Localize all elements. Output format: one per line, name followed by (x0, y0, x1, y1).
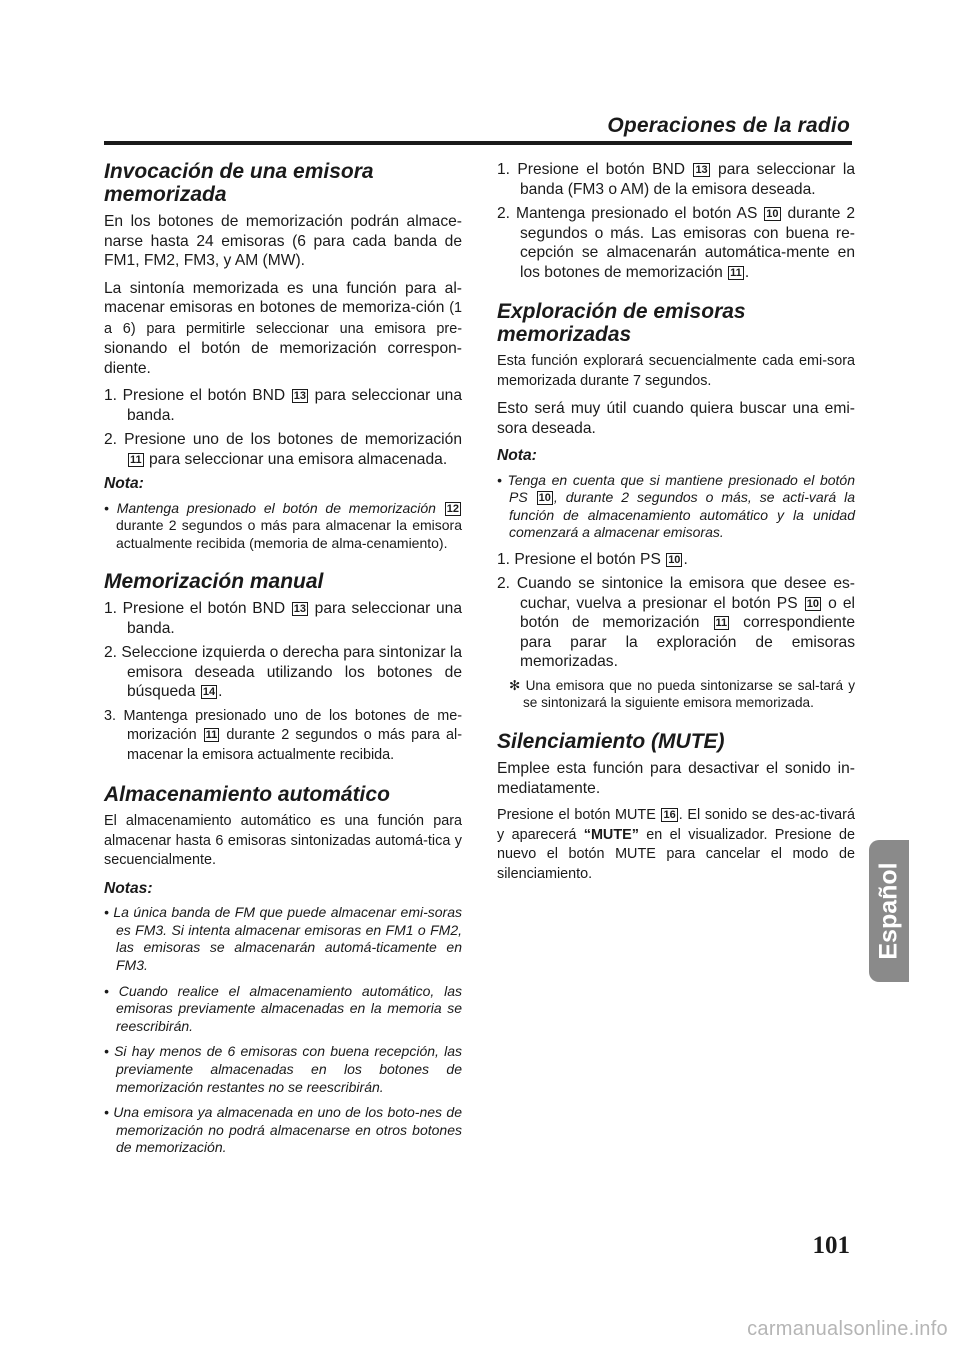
step-item (104, 643, 462, 702)
note-label: Nota: (497, 447, 537, 464)
running-header-title: Operaciones de la radio (607, 114, 850, 137)
step-item (497, 204, 855, 282)
step-item (104, 430, 462, 469)
button-ref-badge: 11 (715, 617, 728, 630)
paragraph: Esta función explorará secuencialmente cada emi-sora memorizada durante 7 segundos. (497, 353, 855, 389)
text-run: o el botón de memorización (520, 594, 855, 632)
text-run: para seleccionar la banda (FM3 o AM) de la emisora deseada. (520, 161, 855, 198)
section-title-exploracion: Exploración de emisoras memorizadas (497, 300, 746, 346)
note-label: Notas: (104, 879, 153, 897)
text-run: en el visualizador. Presione de nuevo el botón MUTE para cancelar el modo de silenciamiento. (497, 826, 855, 882)
text-run: • Tenga en cuenta que si mantiene presionado el botón PS (497, 471, 855, 506)
note-label: Nota: (104, 475, 144, 492)
section-title-invocacion (104, 160, 462, 206)
note-bullet (497, 472, 855, 542)
paragraph (104, 279, 462, 379)
text-run: para seleccionar una banda. (127, 387, 462, 424)
text-run: (1 a 6) para permitirle seleccionar una emisora pre- (104, 300, 462, 337)
paragraph: Esto será muy útil cuando quiera buscar una emi-sora deseada. (497, 400, 855, 437)
watermark-text: carmanualsonline.info (747, 1318, 948, 1340)
text-run: sionando el botón de memorización correspon-diente. (104, 340, 462, 377)
button-ref-badge: 13 (695, 164, 708, 176)
section-title-memorizacion-manual: Memorización manual (104, 570, 324, 594)
button-ref-badge: 10 (538, 492, 551, 505)
button-ref-badge: 10 (668, 553, 681, 566)
section-title-silenciamiento: Silenciamiento (MUTE) (497, 730, 725, 754)
text-run: correspondiente para parar la exploración de emisoras memorizadas. (520, 614, 855, 671)
paragraph: Emplee esta función para desactivar el sonido in-mediatamente. (497, 760, 855, 797)
note-bullet: • Una emisora ya almacenada en uno de los boto-nes de memorización no podrá almacenarse en otros botones de memorización. (104, 1104, 462, 1156)
mute-display-text: “MUTE” (583, 826, 639, 843)
right-column (497, 160, 855, 892)
text-run: 2. Presione uno de los botones de memorización (104, 431, 462, 448)
button-ref-badge: 13 (293, 390, 307, 402)
step-item (497, 550, 855, 570)
note-bullet (104, 500, 462, 553)
button-ref-badge: 13 (293, 603, 307, 616)
text-run: 2. Seleccione izquierda o derecha para sintonizar la emisora deseada utilizando los botones de búsqueda (104, 644, 463, 701)
page-number: 101 (812, 1232, 850, 1259)
text-run: 3. Mantenga presionado uno de los botones de me-morización (104, 707, 462, 744)
step-item (497, 160, 855, 199)
button-ref-badge: 11 (130, 453, 142, 466)
text-run: durante 2 segundos o más para almacenar la emisora actualmente recibida (memoria de alma-cenamiento). (116, 517, 462, 551)
text-run: . (218, 683, 223, 701)
text-run: durante 2 segundos o más. Las emisoras con buena re-cepción se almacenarán automática-mente en los botones de memorización (520, 205, 855, 281)
header-rule (104, 141, 852, 145)
text-run: 1. Presione el botón BND (497, 161, 693, 178)
text-run: . (744, 263, 750, 281)
language-side-tab-label: Español (874, 862, 903, 960)
paragraph: En los botones de memorización podrán almace-narse hasta 24 emisoras (6 para cada banda de FM1, FM2, FM3, y AM (MW). (104, 213, 462, 269)
text-run: 2. Cuando se sintonice la emisora que desee es-cuchar, vuelva a presionar el botón PS (497, 575, 855, 612)
button-ref-badge: 12 (446, 502, 459, 515)
note-bullet: • Cuando realice el almacenamiento automático, las emisoras previamente almacenadas en la memoria se reescribirán. (104, 982, 462, 1034)
text-run: . (683, 550, 688, 568)
button-ref-badge: 16 (663, 809, 676, 822)
text-run: 2. Mantenga presionado el botón AS (497, 205, 764, 222)
button-ref-badge: 14 (202, 686, 216, 699)
button-ref-badge: 11 (730, 266, 742, 279)
text-run: , durante 2 segundos o más, se acti-vará la función de almacenamiento automático y la unidad comenzará a almacenar emisoras. (509, 489, 855, 541)
button-ref-badge: 10 (766, 208, 779, 220)
text-run: 1. Presione el botón BND (104, 387, 291, 404)
button-ref-badge: 11 (205, 729, 218, 742)
paragraph (497, 806, 855, 884)
step-item (497, 574, 855, 672)
step-item (104, 599, 462, 638)
text-run: La sintonía memorizada es una función para al-macenar emisoras en botones de memoriza-ción (104, 279, 462, 316)
text-run: para seleccionar una emisora almacenada. (144, 450, 448, 468)
section-title-almacenamiento: Almacenamiento automático (104, 783, 390, 807)
section-title-line: memorizada (104, 183, 227, 206)
text-run: . El sonido se des-ac-tivará y aparecerá (497, 807, 855, 843)
button-ref-badge: 10 (806, 597, 819, 610)
text-run: • Mantenga presionado el botón de memorización (104, 499, 444, 516)
section-title-line: Invocación de una emisora (104, 160, 374, 183)
text-run: para seleccionar una banda. (127, 600, 462, 637)
language-side-tab (869, 840, 909, 982)
text-run: 1. Presione el botón BND (104, 600, 291, 618)
paragraph: El almacenamiento automático es una función para almacenar hasta 6 emisoras sintonizadas automá-tica y secuencialmente. (104, 813, 462, 869)
text-run: 1. Presione el botón PS (497, 550, 666, 568)
note-bullet: • Si hay menos de 6 emisoras con buena recepción, las previamente almacenadas en los botones de memorización restantes no se reescribirán. (104, 1043, 462, 1095)
step-item (104, 386, 462, 425)
text-run: Presione el botón MUTE (497, 807, 661, 824)
text-run: durante 2 segundos o más para al-macenar la emisora actualmente recibida. (127, 727, 462, 763)
footnote-asterisk: ✻ Una emisora que no pueda sintonizarse se sal-tará y se sintonizará la siguiente emisora memorizada. (509, 677, 855, 711)
note-bullet: • La única banda de FM que puede almacenar emi-soras es FM3. Si intenta almacenar emisoras en FM1 o FM2, las emisoras se almacenarán automá-ticamente en FM3. (104, 904, 462, 974)
step-item (104, 707, 462, 766)
left-column (104, 160, 462, 1165)
